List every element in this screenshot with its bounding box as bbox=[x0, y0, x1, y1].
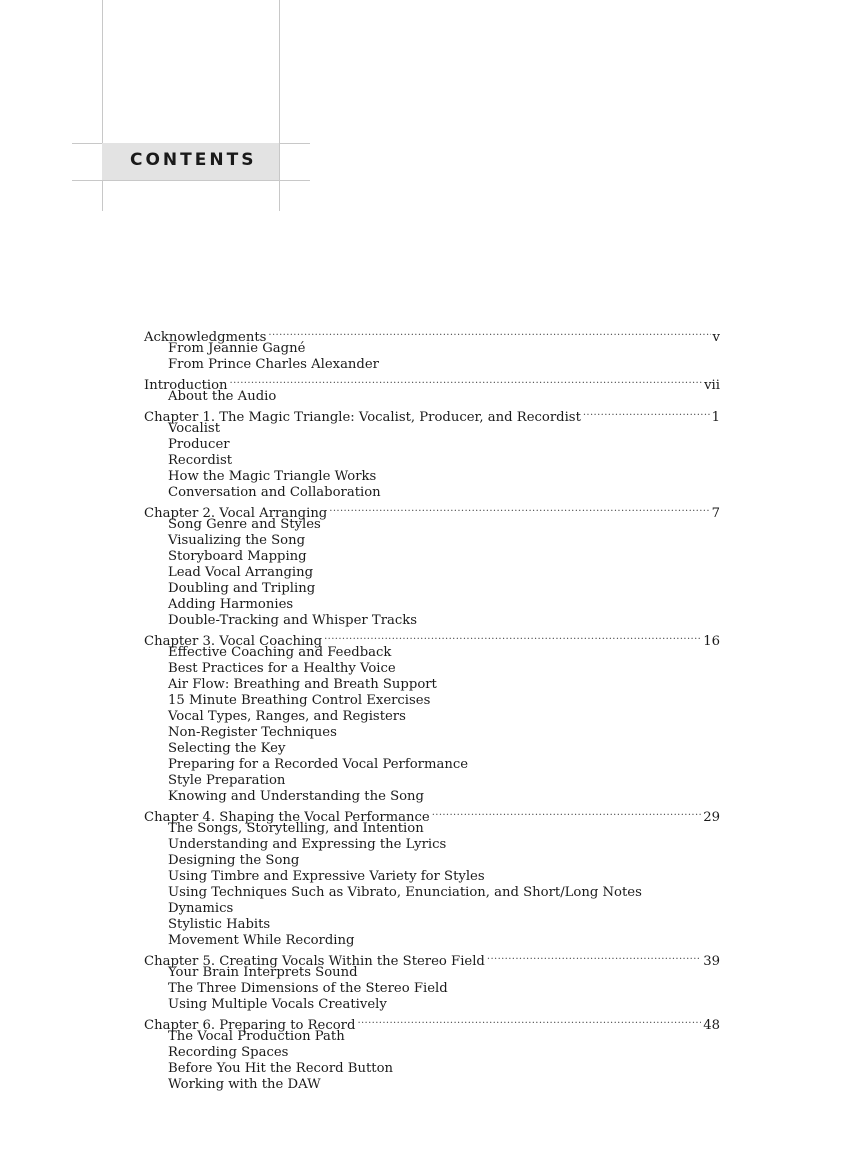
toc-entry bbox=[144, 949, 720, 969]
dot-leader bbox=[324, 629, 701, 645]
toc-section: Adding Harmonies bbox=[168, 597, 294, 612]
toc-section: Double-Tracking and Whisper Tracks bbox=[168, 613, 418, 628]
toc-section: Doubling and Tripling bbox=[168, 581, 316, 596]
toc-section: Producer bbox=[168, 437, 230, 452]
dot-leader bbox=[268, 325, 710, 341]
toc-section: Using Multiple Vocals Creatively bbox=[168, 997, 387, 1012]
toc-entry bbox=[144, 501, 720, 521]
toc-section: Using Techniques Such as Vibrato, Enunciation, and Short/Long Notes bbox=[168, 885, 642, 900]
toc-section: How the Magic Triangle Works bbox=[168, 469, 377, 484]
toc-section: 15 Minute Breathing Control Exercises bbox=[168, 693, 431, 708]
toc-entry-page: vii bbox=[704, 378, 720, 393]
toc-entry bbox=[144, 805, 720, 825]
toc-section: Before You Hit the Record Button bbox=[168, 1061, 394, 1076]
frame-line-bottom bbox=[72, 180, 310, 181]
toc-entry-page: v bbox=[712, 330, 720, 345]
toc-section: The Three Dimensions of the Stereo Field bbox=[168, 981, 448, 996]
toc-section: Air Flow: Breathing and Breath Support bbox=[168, 677, 437, 692]
toc-section: Knowing and Understanding the Song bbox=[168, 789, 424, 804]
toc-section: Designing the Song bbox=[168, 853, 300, 868]
toc-section: Selecting the Key bbox=[168, 741, 286, 756]
toc-entry-title: Chapter 6. Preparing to Record bbox=[144, 1018, 356, 1033]
dot-leader bbox=[487, 949, 701, 965]
toc-entry bbox=[144, 629, 720, 649]
toc-entry-title: Introduction bbox=[144, 378, 228, 393]
toc-section: The Vocal Production Path bbox=[168, 1029, 345, 1044]
toc-entry-page: 29 bbox=[703, 810, 720, 825]
toc-section: Visualizing the Song bbox=[168, 533, 306, 548]
toc-section: Effective Coaching and Feedback bbox=[168, 645, 392, 660]
toc-entry-page: 39 bbox=[703, 954, 720, 969]
dot-leader bbox=[230, 373, 703, 389]
toc-section: Style Preparation bbox=[168, 773, 286, 788]
toc-section: Working with the DAW bbox=[168, 1077, 321, 1092]
dot-leader bbox=[583, 405, 710, 421]
toc-section: From Jeannie Gagné bbox=[168, 341, 306, 356]
toc-entry bbox=[144, 373, 720, 393]
toc-section: Using Timbre and Expressive Variety for Styles bbox=[168, 869, 485, 884]
toc-entry-page: 48 bbox=[703, 1018, 720, 1033]
toc-entry-title: Chapter 4. Shaping the Vocal Performance bbox=[144, 810, 430, 825]
toc-entry bbox=[144, 1013, 720, 1033]
toc-section: Stylistic Habits bbox=[168, 917, 271, 932]
dot-leader bbox=[432, 805, 702, 821]
toc-section: Preparing for a Recorded Vocal Performance bbox=[168, 757, 469, 772]
toc-section: The Songs, Storytelling, and Intention bbox=[168, 821, 424, 836]
toc-section: Recordist bbox=[168, 453, 233, 468]
toc-entry-title: Acknowledgments bbox=[144, 330, 267, 345]
toc-entry-title: Chapter 5. Creating Vocals Within the Stereo Field bbox=[144, 954, 485, 969]
toc-section: Lead Vocal Arranging bbox=[168, 565, 314, 580]
toc-section: Understanding and Expressing the Lyrics bbox=[168, 837, 447, 852]
toc-section: About the Audio bbox=[168, 389, 277, 404]
toc-entry-page: 7 bbox=[711, 506, 720, 521]
toc-section: Movement While Recording bbox=[168, 933, 355, 948]
toc-section: Conversation and Collaboration bbox=[168, 485, 381, 500]
toc-entry bbox=[144, 405, 720, 425]
toc-entry-page: 1 bbox=[711, 410, 720, 425]
page-title: CONTENTS bbox=[130, 150, 257, 170]
toc-section: Non-Register Techniques bbox=[168, 725, 337, 740]
toc-section: From Prince Charles Alexander bbox=[168, 357, 379, 372]
toc-section: Vocal Types, Ranges, and Registers bbox=[168, 709, 406, 724]
toc-entry-title: Chapter 2. Vocal Arranging bbox=[144, 506, 328, 521]
table-of-contents bbox=[144, 325, 720, 1093]
toc-section: Dynamics bbox=[168, 901, 234, 916]
toc-section: Recording Spaces bbox=[168, 1045, 289, 1060]
dot-leader bbox=[329, 501, 709, 517]
toc-section: Song Genre and Styles bbox=[168, 517, 321, 532]
toc-section: Storyboard Mapping bbox=[168, 549, 307, 564]
toc-entry bbox=[144, 325, 720, 345]
toc-section: Vocalist bbox=[168, 421, 221, 436]
toc-section: Best Practices for a Healthy Voice bbox=[168, 661, 396, 676]
toc-entry-title: Chapter 1. The Magic Triangle: Vocalist, Producer, and Recordist bbox=[144, 410, 581, 425]
dot-leader bbox=[357, 1013, 701, 1029]
toc-entry-page: 16 bbox=[703, 634, 720, 649]
toc-entry-title: Chapter 3. Vocal Coaching bbox=[144, 634, 323, 649]
toc-section: Your Brain Interprets Sound bbox=[168, 965, 358, 980]
